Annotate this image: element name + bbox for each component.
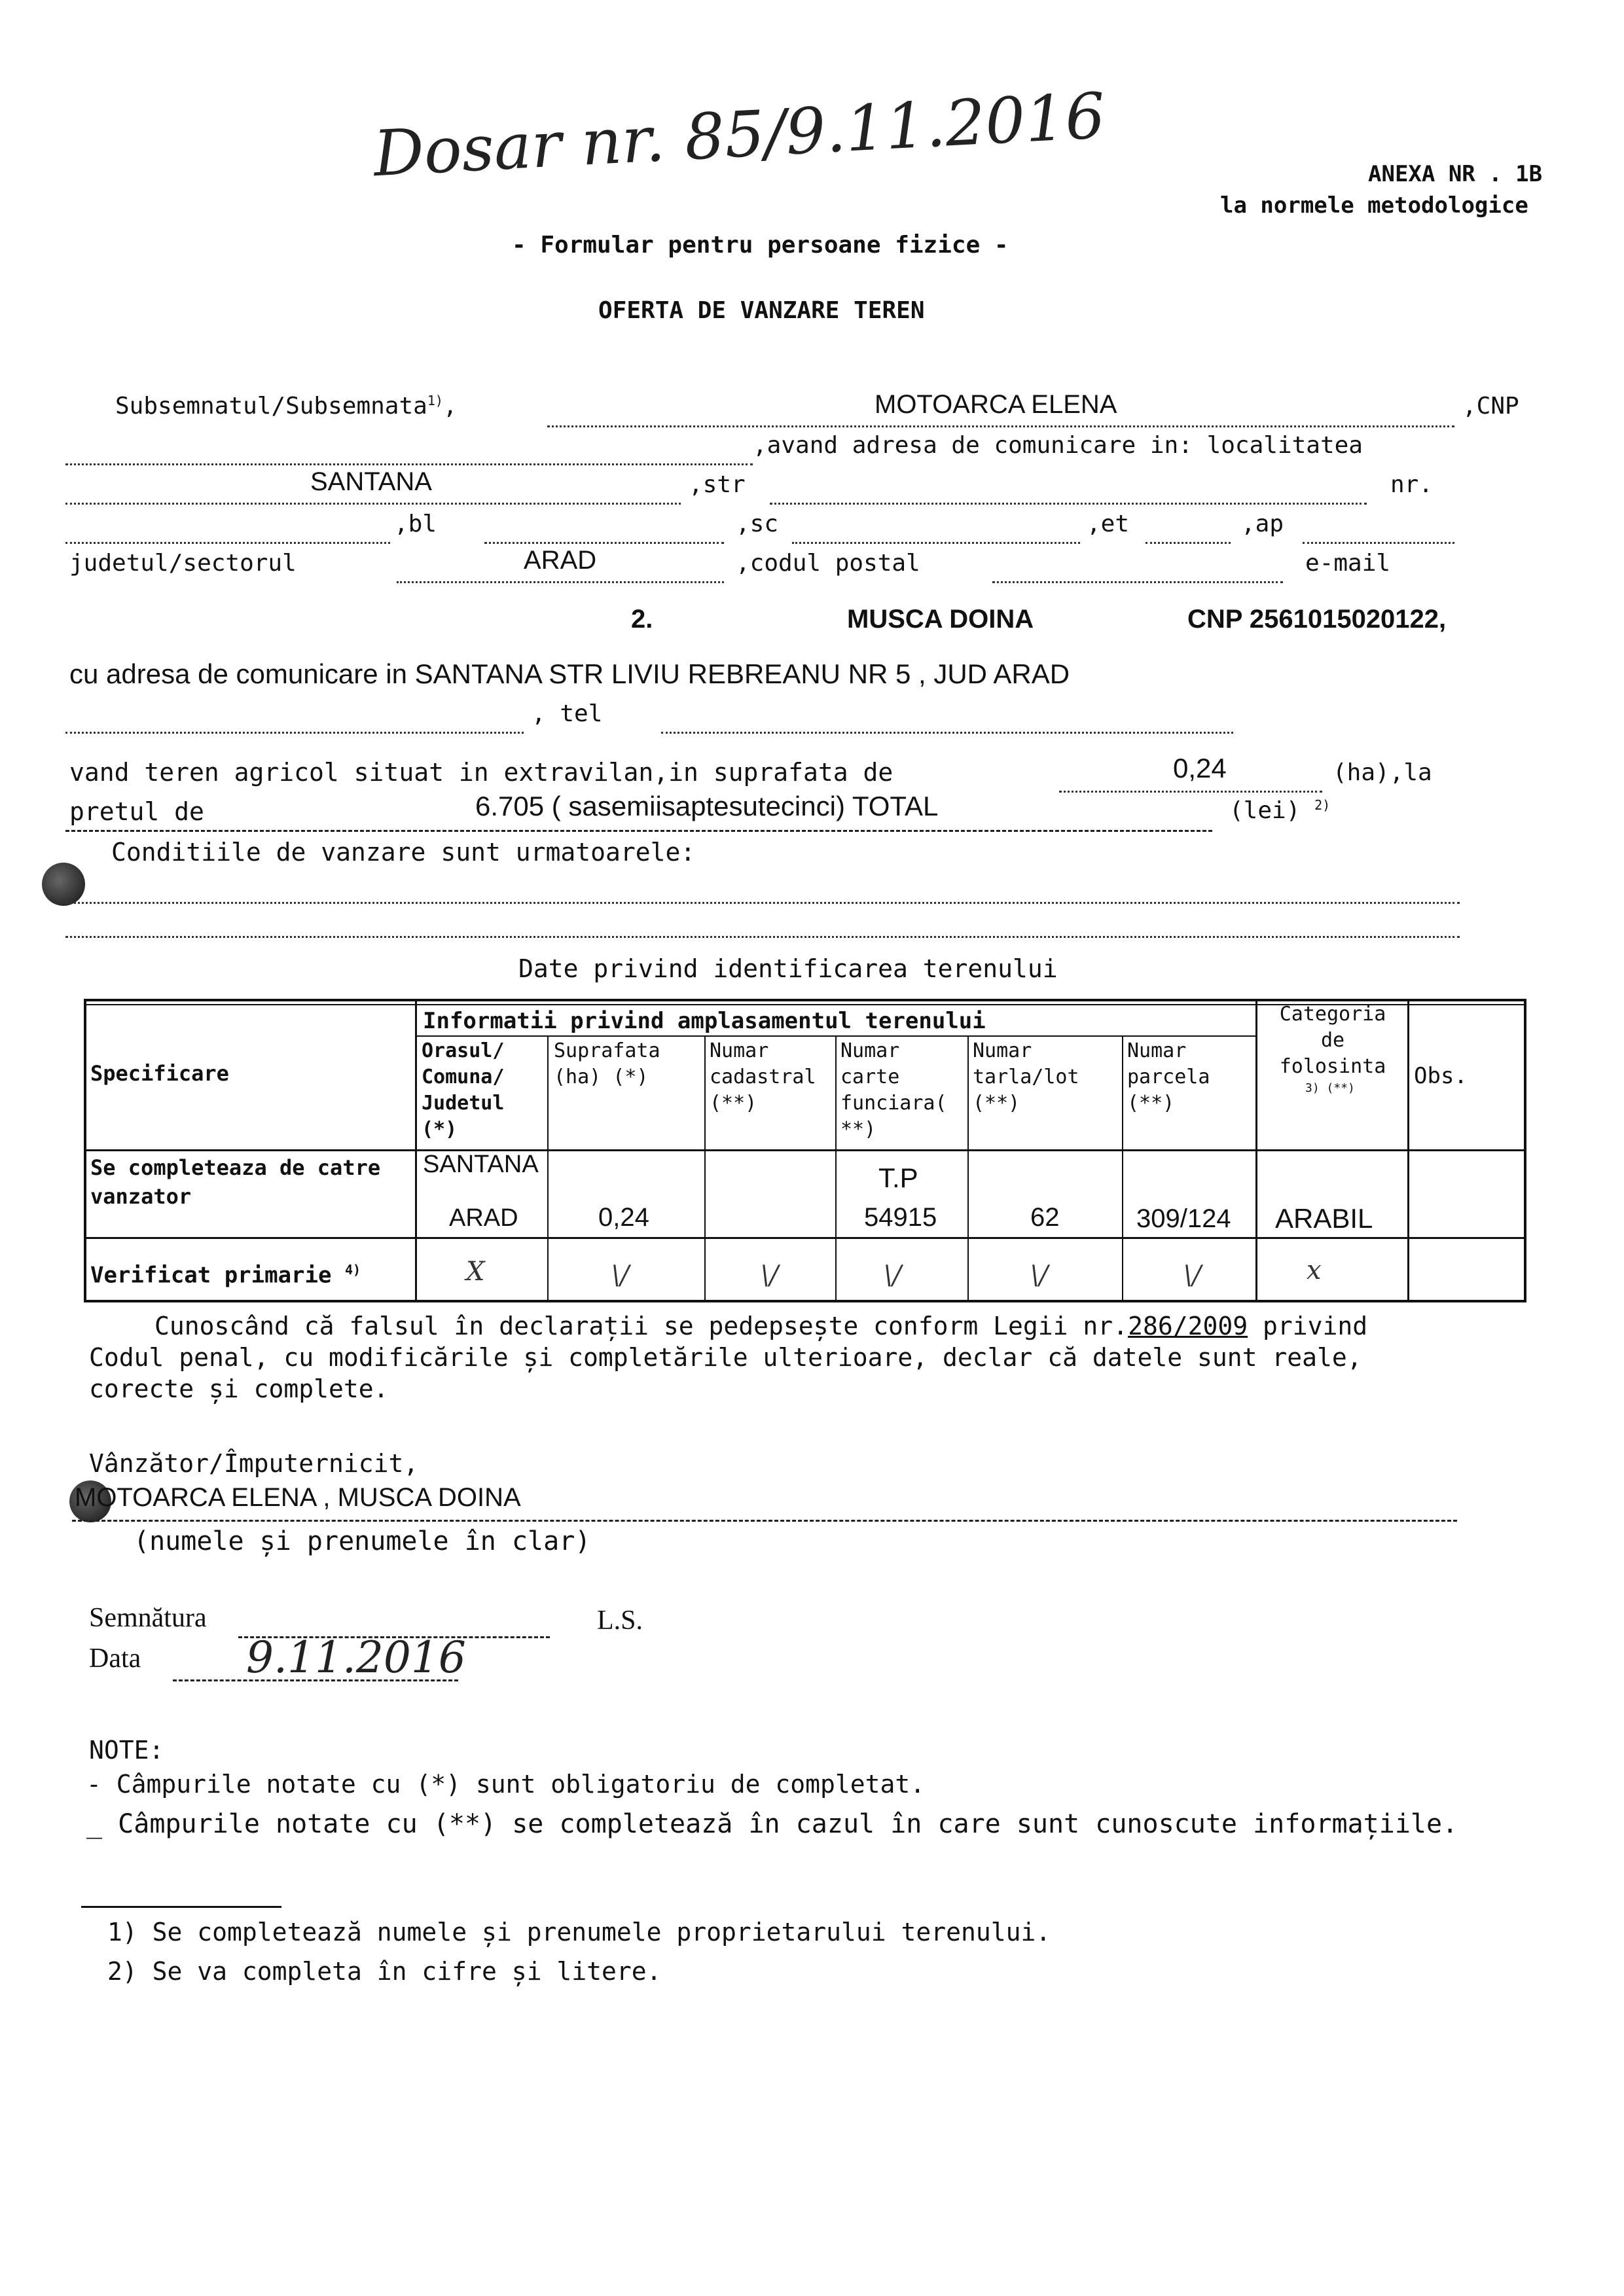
declaration-line-2: Codul penal, cu modificările și completările ulterioare, declar că datele sunt reale,: [89, 1343, 1362, 1372]
second-seller-number: 2.: [631, 605, 653, 634]
label-et: ,et: [1087, 511, 1130, 537]
label-postal: ,codul postal: [736, 550, 920, 577]
annex-norms: la normele metodologice: [1220, 192, 1528, 219]
label-address: ,avand adresa de comunicare in: localitatea: [753, 432, 1363, 459]
label-vand: vand teren agricol situat in extravilan,in suprafata de: [69, 758, 893, 787]
address-line: [65, 732, 524, 734]
label-email: e-mail: [1305, 550, 1391, 577]
label-semnatura: Semnătura: [89, 1603, 207, 1633]
label-ap: ,ap: [1241, 511, 1284, 537]
col-header-cadastral: Numar cadastral (**): [710, 1039, 816, 1115]
names-line: [72, 1520, 1457, 1522]
row1-carte-line1: T.P: [878, 1162, 918, 1193]
area-line: [1059, 791, 1322, 793]
label-judet: judetul/sectorul: [69, 550, 297, 577]
name-line: [547, 425, 1454, 427]
row2-label: Verificat primarie $^{4)}$: [90, 1262, 361, 1289]
row1-locality: SANTANA: [423, 1151, 539, 1178]
ap-line: [1303, 542, 1454, 544]
footnote-2: 2) Se va completa în cifre și litere.: [107, 1957, 662, 1986]
col-header-carte: Numar carte funciara( **): [840, 1039, 947, 1141]
seller-county: ARAD: [524, 546, 597, 575]
check-mark: \/: [1030, 1261, 1048, 1291]
footnote-1: 1) Se completează numele și prenumele proprietarului terenului.: [107, 1918, 1051, 1946]
label-conditii: Conditiile de vanzare sunt urmatoarele:: [111, 838, 696, 867]
label-data: Data: [89, 1643, 141, 1674]
label-seller: Vânzător/Împuternicit,: [89, 1449, 419, 1478]
notes-title: NOTE:: [89, 1736, 164, 1765]
label-sc: ,sc: [736, 511, 779, 537]
row1-label: Se completeaza de catre vanzator: [90, 1155, 381, 1209]
conditions-line-1: [65, 902, 1460, 904]
bl-line: [484, 542, 724, 544]
sc-line: [792, 542, 1080, 544]
county-line: [397, 581, 724, 583]
label-pret: pretul de: [69, 797, 204, 826]
check-mark: \/: [611, 1261, 629, 1291]
label-ls: L.S.: [597, 1605, 643, 1636]
col-header-parcela: Numar parcela (**): [1127, 1039, 1210, 1115]
check-mark: x: [1307, 1255, 1322, 1285]
label-ha: (ha),la: [1333, 759, 1432, 786]
offer-price: 6.705 ( sasemiisaptesutecinci) TOTAL: [475, 791, 939, 821]
col-header-specificare: Specificare: [90, 1061, 229, 1086]
et-line: [1146, 542, 1231, 544]
check-mark: X: [466, 1257, 485, 1287]
table-group-header: Informatii privind amplasamentul terenului: [423, 1008, 986, 1034]
declaration-line-1: Cunoscând că falsul în declarații se pedepsește conform Legii nr.286/2009 privind: [154, 1312, 1368, 1340]
col-header-categoria: Categoria de folosinta: [1279, 1003, 1386, 1078]
punch-hole-1: [42, 863, 85, 906]
label-nr: nr.: [1390, 471, 1434, 498]
col-header-suprafata: Suprafata (ha) (*): [554, 1039, 660, 1088]
col-header-obs: Obs.: [1414, 1063, 1468, 1089]
label-cnp: ,CNP: [1462, 393, 1519, 420]
note-2: _ Câmpurile notate cu (**) se completează în cazul în care sunt cunoscute informațiile.: [86, 1809, 1458, 1839]
nr-line: [65, 542, 390, 544]
check-mark: \/: [1183, 1261, 1201, 1291]
check-mark: \/: [761, 1261, 778, 1291]
table-caption: Date privind identificarea terenului: [518, 954, 1058, 983]
offer-area: 0,24: [1173, 753, 1227, 783]
tel-line: [661, 732, 1233, 734]
street-line: [770, 503, 1367, 505]
check-mark: \/: [884, 1261, 901, 1291]
seller-names: MOTOARCA ELENA , MUSCA DOINA: [75, 1483, 521, 1512]
label-subsemnatul: Subsemnatul/Subsemnata$^{1)}$,: [115, 393, 458, 420]
page-title: OFERTA DE VANZARE TEREN: [598, 297, 925, 324]
handwritten-date: 9.11.2016: [246, 1632, 466, 1683]
second-seller-name: MUSCA DOINA: [847, 605, 1034, 634]
row1-tarla: 62: [1030, 1203, 1060, 1232]
names-hint: (numele și prenumele în clar): [134, 1526, 591, 1556]
conditions-line-2: [65, 936, 1460, 938]
second-seller-address: cu adresa de comunicare in SANTANA STR LIVIU REBREANU NR 5 , JUD ARAD: [69, 658, 1070, 689]
cnp-line: [65, 463, 753, 465]
label-str: ,str: [689, 471, 746, 498]
price-line: [65, 830, 1212, 832]
label-tel: , tel: [532, 700, 603, 727]
row1-carte-line2: 54915: [864, 1203, 937, 1232]
col-header-tarla: Numar tarla/lot (**): [973, 1039, 1079, 1115]
row1-parcela: 309/124: [1136, 1204, 1231, 1233]
seller-locality: SANTANA: [310, 467, 432, 496]
second-seller-cnp: CNP 2561015020122,: [1187, 605, 1447, 634]
row1-categoria: ARABIL: [1275, 1203, 1373, 1234]
footnote-rule: [81, 1906, 281, 1908]
locality-line: [65, 503, 681, 505]
declaration-line-3: corecte și complete.: [89, 1374, 389, 1403]
col-header-categoria-note: 3) (**): [1305, 1081, 1355, 1095]
row1-county: ARAD: [449, 1204, 518, 1232]
seller-name: MOTOARCA ELENA: [875, 390, 1117, 419]
annex-number: ANEXA NR . 1B: [1368, 161, 1543, 187]
handwritten-file-reference: Dosar nr. 85/9.11.2016: [371, 79, 1108, 191]
label-bl: ,bl: [394, 511, 437, 537]
postal-line: [992, 581, 1283, 583]
note-1: - Câmpurile notate cu (*) sunt obligatoriu de completat.: [86, 1770, 926, 1799]
row1-area: 0,24: [598, 1203, 649, 1232]
col-header-orasul: Orasul/ Comuna/ Judetul (*): [422, 1039, 505, 1141]
label-lei: (lei) $^{2)}$: [1229, 797, 1331, 824]
form-type: - Formular pentru persoane fizice -: [512, 232, 1009, 259]
